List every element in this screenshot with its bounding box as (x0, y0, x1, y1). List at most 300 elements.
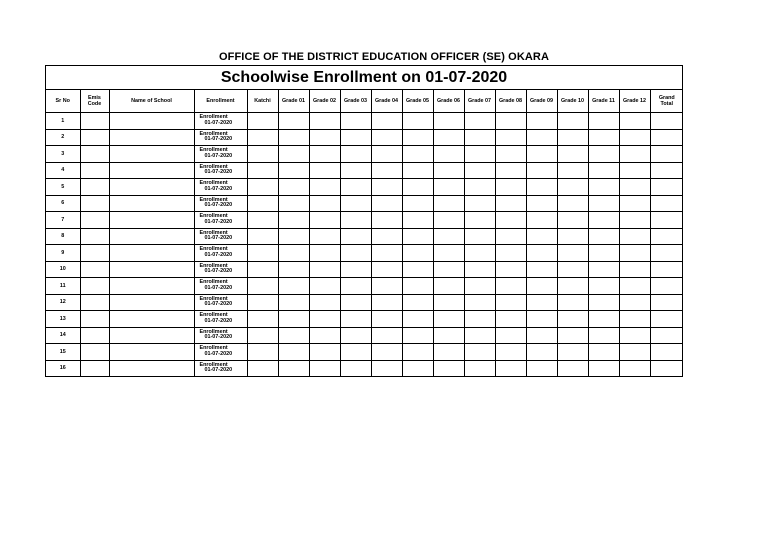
grade-cell[interactable] (464, 179, 495, 196)
grade-cell[interactable] (619, 162, 650, 179)
grade-cell[interactable] (557, 245, 588, 262)
grade-cell[interactable] (433, 327, 464, 344)
grade-cell[interactable] (340, 327, 371, 344)
grand-total-cell[interactable] (650, 311, 683, 328)
grade-cell[interactable] (619, 344, 650, 361)
enrollment-date: 01-07-2020 (204, 235, 233, 242)
grade-cell[interactable] (495, 360, 526, 377)
emis-code-cell[interactable] (80, 212, 109, 229)
enrollment-date: 01-07-2020 (204, 268, 233, 275)
enrollment-date: 01-07-2020 (204, 218, 233, 225)
emis-code-cell[interactable] (80, 294, 109, 311)
grade-cell[interactable] (340, 311, 371, 328)
grade-cell[interactable] (464, 129, 495, 146)
grade-cell[interactable] (619, 195, 650, 212)
grade-cell[interactable] (371, 228, 402, 245)
enrollment-label: Enrollment (199, 130, 228, 137)
sr-no-cell: 12 (46, 294, 80, 311)
table-row (46, 261, 683, 278)
grade-cell[interactable] (371, 162, 402, 179)
grade-cell[interactable] (309, 294, 340, 311)
grade-cell[interactable] (495, 261, 526, 278)
grade-cell[interactable] (495, 294, 526, 311)
grade-cell[interactable] (340, 113, 371, 130)
grade-cell[interactable] (278, 294, 309, 311)
grade-cell[interactable] (433, 195, 464, 212)
grade-cell[interactable] (340, 294, 371, 311)
school-name-cell[interactable] (109, 162, 194, 179)
grade-cell[interactable] (495, 311, 526, 328)
grade-cell[interactable] (619, 245, 650, 262)
grade-cell[interactable] (557, 129, 588, 146)
school-name-cell[interactable] (109, 146, 194, 163)
grade-cell[interactable] (526, 195, 557, 212)
grade-cell[interactable] (464, 113, 495, 130)
grade-cell[interactable] (402, 294, 433, 311)
grade-cell[interactable] (526, 344, 557, 361)
katchi-cell[interactable] (247, 344, 278, 361)
grade-cell[interactable] (371, 311, 402, 328)
enrollment-label-cell (194, 113, 247, 130)
grade-cell[interactable] (526, 360, 557, 377)
grade-cell[interactable] (588, 195, 619, 212)
grade-cell[interactable] (309, 327, 340, 344)
grade-cell[interactable] (619, 212, 650, 229)
emis-code-cell[interactable] (80, 195, 109, 212)
grade-cell[interactable] (371, 179, 402, 196)
emis-code-cell[interactable] (80, 278, 109, 295)
grade-cell[interactable] (340, 129, 371, 146)
emis-code-cell[interactable] (80, 245, 109, 262)
grade-cell[interactable] (464, 146, 495, 163)
grade-cell[interactable] (588, 278, 619, 295)
grade-cell[interactable] (433, 212, 464, 229)
header-emis-line2: Code (87, 101, 102, 107)
grade-cell[interactable] (371, 146, 402, 163)
grade-cell[interactable] (526, 146, 557, 163)
grade-cell[interactable] (309, 212, 340, 229)
katchi-cell[interactable] (247, 245, 278, 262)
grade-cell[interactable] (495, 162, 526, 179)
grade-cell[interactable] (402, 113, 433, 130)
grade-cell[interactable] (278, 146, 309, 163)
grade-cell[interactable] (371, 212, 402, 229)
grade-cell[interactable] (433, 311, 464, 328)
school-name-cell[interactable] (109, 245, 194, 262)
grade-cell[interactable] (309, 228, 340, 245)
grade-cell[interactable] (588, 146, 619, 163)
grade-cell[interactable] (526, 261, 557, 278)
grade-cell[interactable] (402, 179, 433, 196)
grade-cell[interactable] (371, 278, 402, 295)
grade-cell[interactable] (557, 212, 588, 229)
grade-cell[interactable] (588, 360, 619, 377)
grade-cell[interactable] (464, 327, 495, 344)
grade-cell[interactable] (526, 311, 557, 328)
grade-cell[interactable] (433, 146, 464, 163)
grand-total-cell[interactable] (650, 113, 683, 130)
grade-cell[interactable] (402, 278, 433, 295)
grade-cell[interactable] (619, 278, 650, 295)
grade-cell[interactable] (495, 245, 526, 262)
grade-cell[interactable] (433, 129, 464, 146)
grade-cell[interactable] (371, 360, 402, 377)
office-title: OFFICE OF THE DISTRICT EDUCATION OFFICER (SE) OKARA (219, 51, 549, 63)
grade-cell[interactable] (278, 261, 309, 278)
enrollment-sheet (45, 65, 683, 377)
grade-cell[interactable] (557, 228, 588, 245)
grand-total-cell[interactable] (650, 146, 683, 163)
grade-cell[interactable] (526, 278, 557, 295)
grade-cell[interactable] (619, 228, 650, 245)
grand-total-cell[interactable] (650, 195, 683, 212)
katchi-cell[interactable] (247, 179, 278, 196)
grade-cell[interactable] (495, 228, 526, 245)
school-name-cell[interactable] (109, 360, 194, 377)
grade-cell[interactable] (433, 360, 464, 377)
grade-cell[interactable] (619, 311, 650, 328)
grade-cell[interactable] (464, 294, 495, 311)
katchi-cell[interactable] (247, 146, 278, 163)
grade-cell[interactable] (433, 228, 464, 245)
grade-cell[interactable] (526, 245, 557, 262)
emis-code-cell[interactable] (80, 129, 109, 146)
grade-cell[interactable] (526, 162, 557, 179)
enrollment-label-cell (194, 245, 247, 262)
emis-code-cell[interactable] (80, 113, 109, 130)
grade-cell[interactable] (340, 146, 371, 163)
header-grade-02: Grade 02 (309, 90, 340, 113)
grade-cell[interactable] (526, 212, 557, 229)
katchi-cell[interactable] (247, 195, 278, 212)
grade-cell[interactable] (402, 146, 433, 163)
enrollment-date: 01-07-2020 (204, 136, 233, 143)
grade-cell[interactable] (402, 228, 433, 245)
grade-cell[interactable] (588, 228, 619, 245)
grade-cell[interactable] (557, 113, 588, 130)
header-grade-01: Grade 01 (278, 90, 309, 113)
enrollment-label-cell (194, 129, 247, 146)
grade-cell[interactable] (557, 261, 588, 278)
school-name-cell[interactable] (109, 228, 194, 245)
emis-code-cell[interactable] (80, 228, 109, 245)
grade-cell[interactable] (371, 344, 402, 361)
grade-cell[interactable] (278, 113, 309, 130)
grade-cell[interactable] (278, 212, 309, 229)
grade-cell[interactable] (402, 245, 433, 262)
grade-cell[interactable] (588, 344, 619, 361)
grade-cell[interactable] (433, 162, 464, 179)
grade-cell[interactable] (526, 294, 557, 311)
enrollment-label-cell (194, 228, 247, 245)
grade-cell[interactable] (278, 179, 309, 196)
grade-cell[interactable] (371, 129, 402, 146)
grade-cell[interactable] (619, 146, 650, 163)
grade-cell[interactable] (588, 261, 619, 278)
grade-cell[interactable] (402, 212, 433, 229)
table-row (46, 129, 683, 146)
grade-cell[interactable] (588, 311, 619, 328)
grade-cell[interactable] (588, 327, 619, 344)
emis-code-cell[interactable] (80, 179, 109, 196)
katchi-cell[interactable] (247, 278, 278, 295)
grade-cell[interactable] (371, 113, 402, 130)
school-name-cell[interactable] (109, 129, 194, 146)
grade-cell[interactable] (309, 195, 340, 212)
grand-total-cell[interactable] (650, 129, 683, 146)
enrollment-label: Enrollment (199, 147, 228, 154)
grade-cell[interactable] (309, 360, 340, 377)
grade-cell[interactable] (278, 344, 309, 361)
emis-code-cell[interactable] (80, 360, 109, 377)
grade-cell[interactable] (278, 327, 309, 344)
grade-cell[interactable] (495, 146, 526, 163)
grade-cell[interactable] (464, 212, 495, 229)
grade-cell[interactable] (402, 360, 433, 377)
header-grade-09: Grade 09 (526, 90, 557, 113)
header-school-name: Name of School (109, 90, 194, 113)
grade-cell[interactable] (557, 195, 588, 212)
emis-code-cell[interactable] (80, 327, 109, 344)
school-name-cell[interactable] (109, 113, 194, 130)
enrollment-label-cell (194, 179, 247, 196)
grade-cell[interactable] (588, 113, 619, 130)
emis-code-cell[interactable] (80, 146, 109, 163)
school-name-cell[interactable] (109, 311, 194, 328)
sr-no-cell: 10 (46, 261, 80, 278)
grade-cell[interactable] (433, 344, 464, 361)
grade-cell[interactable] (371, 327, 402, 344)
grand-total-cell[interactable] (650, 245, 683, 262)
grade-cell[interactable] (619, 179, 650, 196)
grade-cell[interactable] (495, 212, 526, 229)
grade-cell[interactable] (588, 294, 619, 311)
grade-cell[interactable] (526, 228, 557, 245)
grade-cell[interactable] (526, 129, 557, 146)
grade-cell[interactable] (371, 195, 402, 212)
grade-cell[interactable] (557, 311, 588, 328)
grade-cell[interactable] (464, 228, 495, 245)
grade-cell[interactable] (557, 294, 588, 311)
grand-total-cell[interactable] (650, 278, 683, 295)
grade-cell[interactable] (464, 360, 495, 377)
grade-cell[interactable] (309, 261, 340, 278)
katchi-cell[interactable] (247, 129, 278, 146)
enrollment-date: 01-07-2020 (204, 152, 233, 159)
grade-cell[interactable] (526, 179, 557, 196)
school-name-cell[interactable] (109, 261, 194, 278)
grade-cell[interactable] (433, 179, 464, 196)
grand-total-cell[interactable] (650, 344, 683, 361)
grade-cell[interactable] (495, 179, 526, 196)
grade-cell[interactable] (588, 179, 619, 196)
school-name-cell[interactable] (109, 179, 194, 196)
grand-total-cell[interactable] (650, 179, 683, 196)
grade-cell[interactable] (557, 344, 588, 361)
grade-cell[interactable] (402, 311, 433, 328)
header-grade-03: Grade 03 (340, 90, 371, 113)
header-grade-07: Grade 07 (464, 90, 495, 113)
grade-cell[interactable] (619, 129, 650, 146)
enrollment-label: Enrollment (199, 279, 228, 286)
grade-cell[interactable] (340, 245, 371, 262)
grade-cell[interactable] (402, 327, 433, 344)
grade-cell[interactable] (402, 195, 433, 212)
grade-cell[interactable] (433, 261, 464, 278)
grade-cell[interactable] (278, 162, 309, 179)
grade-cell[interactable] (340, 261, 371, 278)
grade-cell[interactable] (340, 179, 371, 196)
grand-total-cell[interactable] (650, 162, 683, 179)
grade-cell[interactable] (309, 162, 340, 179)
header-grade-06: Grade 06 (433, 90, 464, 113)
grade-cell[interactable] (371, 245, 402, 262)
grade-cell[interactable] (278, 195, 309, 212)
grade-cell[interactable] (309, 278, 340, 295)
katchi-cell[interactable] (247, 294, 278, 311)
grade-cell[interactable] (526, 327, 557, 344)
enrollment-label: Enrollment (199, 361, 228, 368)
grand-total-cell[interactable] (650, 294, 683, 311)
header-grand-total (650, 90, 683, 113)
grade-cell[interactable] (340, 195, 371, 212)
grade-cell[interactable] (619, 294, 650, 311)
table-row (46, 294, 683, 311)
school-name-cell[interactable] (109, 327, 194, 344)
grade-cell[interactable] (309, 311, 340, 328)
grade-cell[interactable] (433, 113, 464, 130)
table-row (46, 228, 683, 245)
grade-cell[interactable] (619, 113, 650, 130)
enrollment-label: Enrollment (199, 295, 228, 302)
katchi-cell[interactable] (247, 311, 278, 328)
grade-cell[interactable] (278, 360, 309, 377)
grade-cell[interactable] (619, 261, 650, 278)
emis-code-cell[interactable] (80, 311, 109, 328)
emis-code-cell[interactable] (80, 344, 109, 361)
grand-total-cell[interactable] (650, 228, 683, 245)
grade-cell[interactable] (495, 195, 526, 212)
school-name-cell[interactable] (109, 278, 194, 295)
grade-cell[interactable] (309, 146, 340, 163)
grade-cell[interactable] (588, 129, 619, 146)
school-name-cell[interactable] (109, 294, 194, 311)
katchi-cell[interactable] (247, 113, 278, 130)
grade-cell[interactable] (278, 228, 309, 245)
grade-cell[interactable] (371, 261, 402, 278)
katchi-cell[interactable] (247, 228, 278, 245)
school-name-cell[interactable] (109, 212, 194, 229)
grade-cell[interactable] (464, 344, 495, 361)
grade-cell[interactable] (557, 327, 588, 344)
grand-total-cell[interactable] (650, 360, 683, 377)
grade-cell[interactable] (557, 146, 588, 163)
grade-cell[interactable] (588, 245, 619, 262)
school-name-cell[interactable] (109, 195, 194, 212)
grade-cell[interactable] (495, 278, 526, 295)
sr-no-cell: 13 (46, 311, 80, 328)
table-row (46, 327, 683, 344)
grade-cell[interactable] (464, 245, 495, 262)
grade-cell[interactable] (433, 294, 464, 311)
grade-cell[interactable] (309, 113, 340, 130)
grade-cell[interactable] (278, 278, 309, 295)
table-row (46, 146, 683, 163)
grade-cell[interactable] (464, 261, 495, 278)
grade-cell[interactable] (402, 162, 433, 179)
grand-total-cell[interactable] (650, 261, 683, 278)
header-grade-10: Grade 10 (557, 90, 588, 113)
grade-cell[interactable] (309, 179, 340, 196)
grand-total-cell[interactable] (650, 212, 683, 229)
grade-cell[interactable] (619, 327, 650, 344)
grade-cell[interactable] (557, 278, 588, 295)
grade-cell[interactable] (278, 311, 309, 328)
grade-cell[interactable] (495, 327, 526, 344)
grade-cell[interactable] (309, 344, 340, 361)
grade-cell[interactable] (557, 360, 588, 377)
grade-cell[interactable] (464, 278, 495, 295)
grade-cell[interactable] (526, 113, 557, 130)
grade-cell[interactable] (371, 294, 402, 311)
grade-cell[interactable] (309, 245, 340, 262)
header-grade-08: Grade 08 (495, 90, 526, 113)
grade-cell[interactable] (340, 360, 371, 377)
grade-cell[interactable] (278, 129, 309, 146)
table-row (46, 179, 683, 196)
grade-cell[interactable] (402, 344, 433, 361)
header-grand-line2: Total (660, 101, 673, 107)
katchi-cell[interactable] (247, 327, 278, 344)
grade-cell[interactable] (402, 261, 433, 278)
grade-cell[interactable] (464, 195, 495, 212)
grade-cell[interactable] (464, 311, 495, 328)
header-grade-11: Grade 11 (588, 90, 619, 113)
katchi-cell[interactable] (247, 162, 278, 179)
grade-cell[interactable] (495, 129, 526, 146)
grade-cell[interactable] (433, 245, 464, 262)
grade-cell[interactable] (495, 113, 526, 130)
grade-cell[interactable] (464, 162, 495, 179)
emis-code-cell[interactable] (80, 162, 109, 179)
katchi-cell[interactable] (247, 212, 278, 229)
enrollment-label: Enrollment (199, 328, 228, 335)
table-row (46, 162, 683, 179)
enrollment-date: 01-07-2020 (204, 334, 233, 341)
grade-cell[interactable] (557, 162, 588, 179)
grade-cell[interactable] (340, 278, 371, 295)
grade-cell[interactable] (402, 129, 433, 146)
grade-cell[interactable] (340, 344, 371, 361)
grade-cell[interactable] (619, 360, 650, 377)
grade-cell[interactable] (557, 179, 588, 196)
emis-code-cell[interactable] (80, 261, 109, 278)
grade-cell[interactable] (309, 129, 340, 146)
grand-total-cell[interactable] (650, 327, 683, 344)
katchi-cell[interactable] (247, 360, 278, 377)
grade-cell[interactable] (433, 278, 464, 295)
grade-cell[interactable] (588, 212, 619, 229)
header-enrollment: Enrollment (194, 90, 247, 113)
katchi-cell[interactable] (247, 261, 278, 278)
grade-cell[interactable] (340, 162, 371, 179)
grade-cell[interactable] (340, 212, 371, 229)
grade-cell[interactable] (495, 344, 526, 361)
grade-cell[interactable] (340, 228, 371, 245)
school-name-cell[interactable] (109, 344, 194, 361)
grade-cell[interactable] (278, 245, 309, 262)
grade-cell[interactable] (588, 162, 619, 179)
